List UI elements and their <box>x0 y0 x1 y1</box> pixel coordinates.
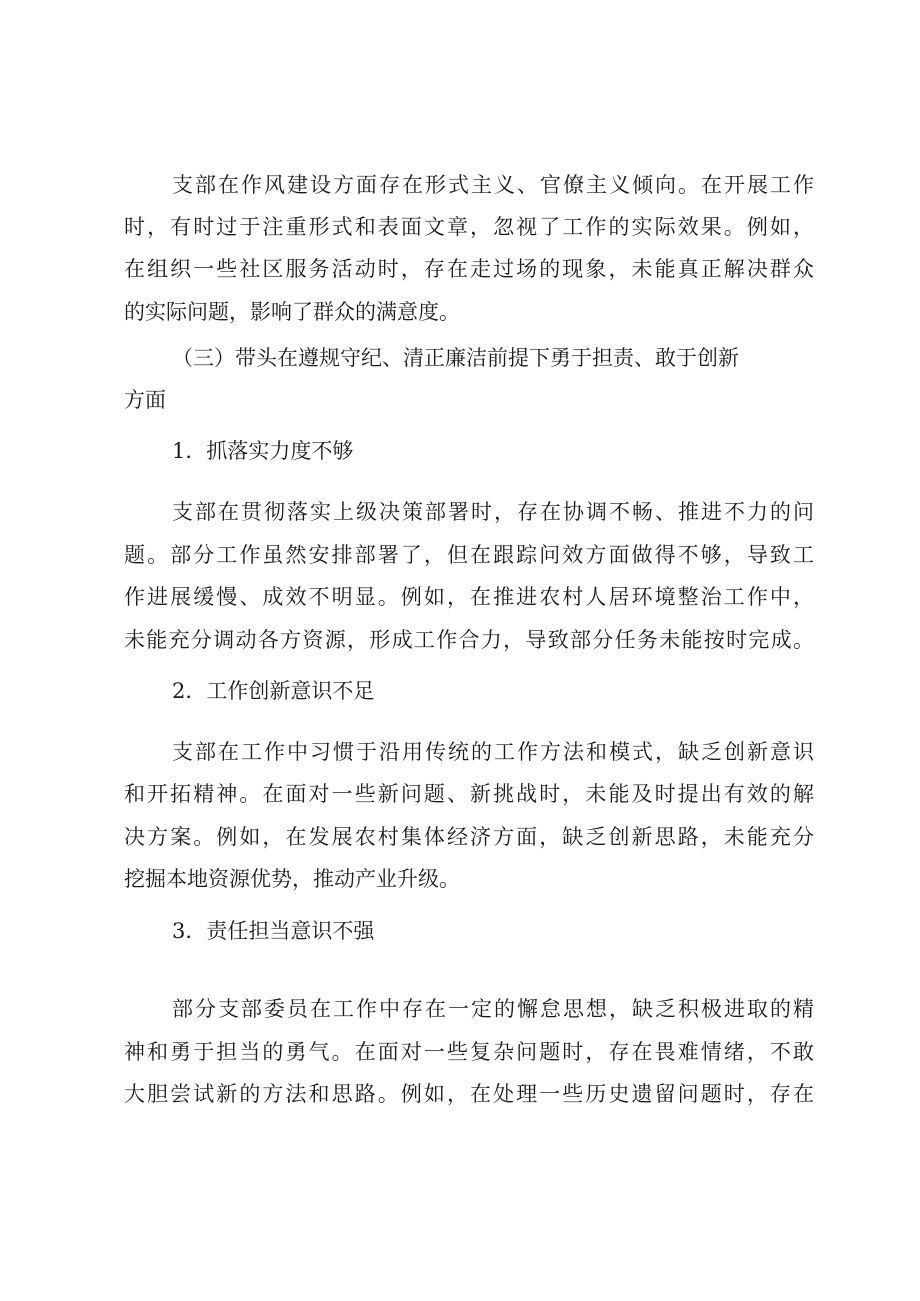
item-2-title: 2．工作创新意识不足 <box>172 679 375 703</box>
paragraph-line: 支部在作风建设方面存在形式主义、官僚主义倾向。在开展工作 <box>172 173 814 197</box>
item-1-title: 1．抓落实力度不够 <box>172 439 354 463</box>
paragraph-line: 未能充分调动各方资源，形成工作合力，导致部分任务未能按时完成。 <box>124 628 814 652</box>
paragraph-line: 时，有时过于注重形式和表面文章，忽视了工作的实际效果。例如， <box>124 215 814 239</box>
paragraph-line: 神和勇于担当的勇气。在面对一些复杂问题时，存在畏难情绪，不敢 <box>124 1040 814 1064</box>
paragraph-line: 题。部分工作虽然安排部署了，但在跟踪问效方面做得不够，导致工 <box>124 543 814 567</box>
section-heading: （三）带头在遵规守纪、清正廉洁前提下勇于担责、敢于创新 <box>172 346 739 370</box>
paragraph-line: 的实际问题，影响了群众的满意度。 <box>124 300 460 324</box>
paragraph-line: 决方案。例如，在发展农村集体经济方面，缺乏创新思路，未能充分 <box>124 825 814 849</box>
paragraph-line: 大胆尝试新的方法和思路。例如，在处理一些历史遗留问题时，存在 <box>124 1082 814 1106</box>
paragraph-line: 支部在工作中习惯于沿用传统的工作方法和模式，缺乏创新意识 <box>172 740 814 764</box>
paragraph-line: 支部在贯彻落实上级决策部署时，存在协调不畅、推进不力的问 <box>172 500 814 524</box>
paragraph-line: 挖掘本地资源优势，推动产业升级。 <box>124 867 460 891</box>
item-3-title: 3．责任担当意识不强 <box>172 919 375 943</box>
section-heading-continued: 方面 <box>124 388 166 412</box>
paragraph-line: 作进展缓慢、成效不明显。例如，在推进农村人居环境整治工作中， <box>124 585 814 609</box>
paragraph-line: 和开拓精神。在面对一些新问题、新挑战时，未能及时提出有效的解 <box>124 782 814 806</box>
paragraph-line: 部分支部委员在工作中存在一定的懈怠思想，缺乏积极进取的精 <box>172 997 814 1021</box>
paragraph-line: 在组织一些社区服务活动时，存在走过场的现象，未能真正解决群众 <box>124 257 814 281</box>
